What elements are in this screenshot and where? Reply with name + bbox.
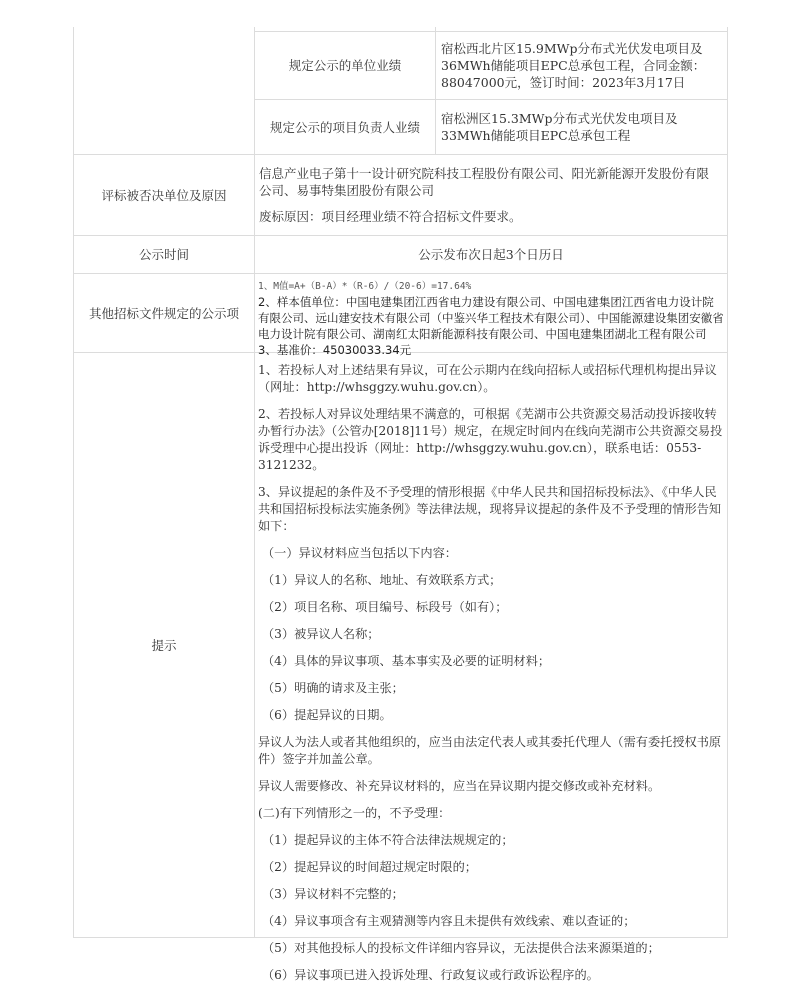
publicity-time-value: 公示发布次日起3个日历日 <box>418 247 564 262</box>
other-items-value <box>255 274 727 357</box>
rejected-bidders-value <box>255 155 727 235</box>
tip-paragraph-2: 2、若投标人对异议处理结果不满意的，可根据《芜湖市公共资源交易活动投诉接收转办暂行办法》（公管办[2018]11号）规定，在规定时间内在线向芜湖市公共资源交易投诉受理中心提出投诉（网址：http://whsggzy.wuhu.gov.cn），联系电话：0553-3121232。 <box>258 407 723 472</box>
unit-performance-label: 规定公示的单位业绩 <box>288 58 402 73</box>
m-value-formula: 1、M值=A+（B-A）*（R-6）/（20-6）=17.64% <box>258 281 472 292</box>
section-2-item: （6）异议事项已进入投诉处理、行政复议或行政诉讼程序的。 <box>262 968 599 982</box>
rejected-companies: 信息产业电子第十一设计研究院科技工程股份有限公司、阳光新能源开发股份有限公司、易事特集团股份有限公司 <box>259 166 710 198</box>
rejected-bidders-label: 评标被否决单位及原因 <box>101 187 227 203</box>
rejection-reason: 废标原因：项目经理业绩不符合招标文件要求。 <box>259 209 522 224</box>
section-2-title: (二)有下列情形之一的，不予受理： <box>258 806 451 820</box>
section-2-item: （2）提起异议的时间超过规定时限的； <box>262 860 477 874</box>
section-1-item: （5）明确的请求及主张； <box>262 681 404 695</box>
base-price: 3、基准价：45030033.34元 <box>258 343 412 357</box>
manager-performance-label: 规定公示的项目负责人业绩 <box>269 119 420 135</box>
section-1-item: （2）项目名称、项目编号、标段号（如有）； <box>262 600 508 614</box>
section-1-item: （1）异议人的名称、地址、有效联系方式； <box>262 573 502 587</box>
publicity-time-label: 公示时间 <box>138 247 189 262</box>
section-1-item: （4）具体的异议事项、基本事实及必要的证明材料； <box>262 654 551 668</box>
tips-label: 提示 <box>151 637 177 653</box>
table-border-right <box>727 27 728 938</box>
section-2-item: （5）对其他投标人的投标文件详细内容异议，无法提供合法来源渠道的； <box>262 941 660 955</box>
section-2-item: （4）异议事项含有主观猜测等内容且未提供有效线索、难以查证的； <box>262 914 636 928</box>
tips-content <box>258 362 724 984</box>
section-2-item: （3）异议材料不完整的； <box>262 887 404 901</box>
modify-note: 异议人需要修改、补充异议材料的，应当在异议期内提交修改或补充材料。 <box>258 779 661 793</box>
tip-paragraph-3: 3、异议提起的条件及不予受理的情形根据《中华人民共和国招标投标法》、《中华人民共和国招标投标法实施条例》等法律法规，现将异议提起的条件及不予受理的情形告知如下： <box>258 485 722 533</box>
section-1-item: （3）被异议人名称； <box>262 627 380 641</box>
other-items-label: 其他招标文件规定的公示项 <box>88 305 239 321</box>
section-2-item: （1）提起异议的主体不符合法律法规规定的； <box>262 833 514 847</box>
section-1-title: （一）异议材料应当包括以下内容： <box>262 546 457 560</box>
sample-units: 2、样本值单位：中国电建集团江西省电力建设有限公司、中国电建集团江西省电力设计院有限公司、远山建安技术有限公司（中鉴兴华工程技术有限公司）、中国能源建设集团安徽省电力设计院有限公司、湖南红太阳新能源科技有限公司、中国电建集团湖北工程有限公司 <box>258 295 724 341</box>
section-1-item: （6）提起异议的日期。 <box>262 708 392 722</box>
manager-performance-value: 宿松洲区15.3MWp分布式光伏发电项目及33MWh储能项目EPC总承包工程 <box>441 111 678 143</box>
legal-person-note: 异议人为法人或者其他组织的，应当由法定代表人或其委托代理人（需有委托授权书原件）签字并加盖公章。 <box>258 735 722 766</box>
tip-paragraph-1: 1、若投标人对上述结果有异议，可在公示期内在线向招标人或招标代理机构提出异议（网址：http://whsggzy.wuhu.gov.cn）。 <box>258 363 717 394</box>
unit-performance-value: 宿松西北片区15.9MWp分布式光伏发电项目及36MWh储能项目EPC总承包工程，合同金额：88047000元，签订时间：2023年3月17日 <box>441 41 706 90</box>
